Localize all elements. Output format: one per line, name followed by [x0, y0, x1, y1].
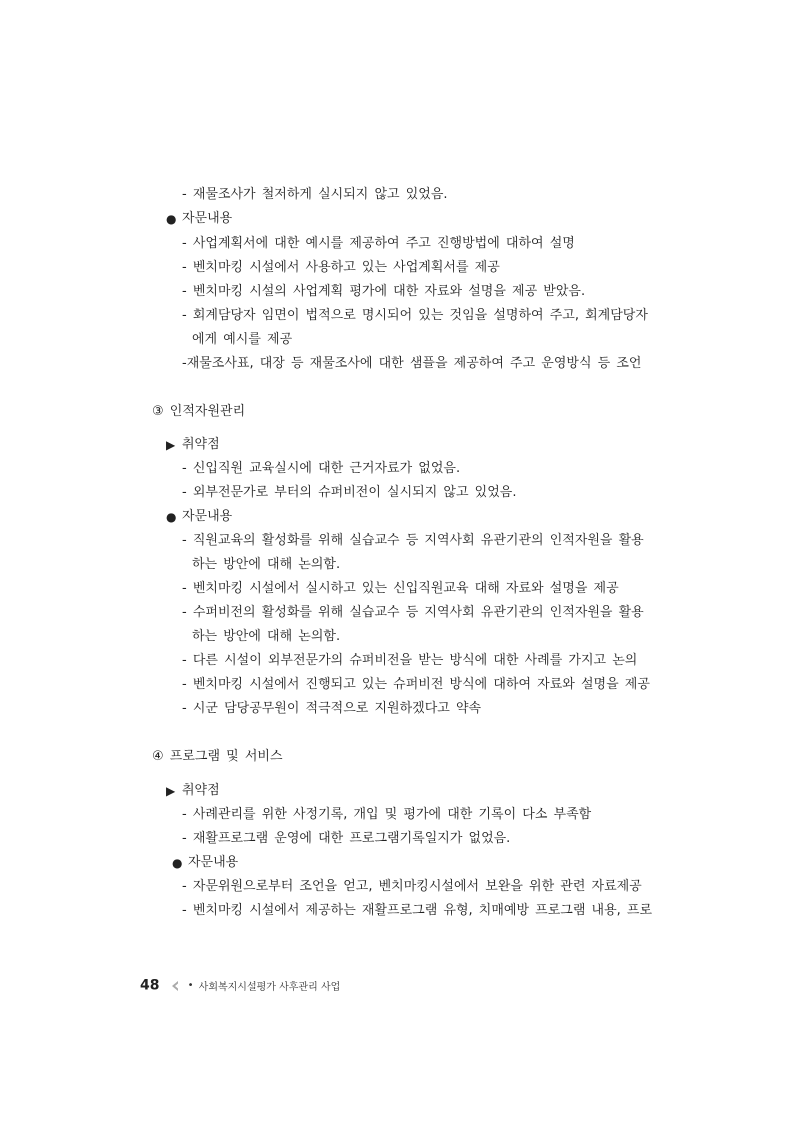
bullet-icon: ●: [166, 510, 177, 524]
triangle-icon: ▶: [166, 784, 176, 798]
text-line: - 사례관리를 위한 사정기록, 개입 및 평가에 대한 기록이 다소 부족함: [182, 807, 592, 822]
text-line: 하는 방안에 대해 논의함.: [192, 557, 341, 572]
text-line: - 재물조사가 철저하게 실시되지 않고 있었음.: [182, 187, 448, 202]
text-line: - 다른 시설이 외부전문가의 슈퍼비전을 받는 방식에 대한 사례를 가지고 논의: [182, 653, 638, 668]
footer-title: 사회복지시설평가 사후관리 사업: [198, 982, 341, 993]
text-line: - 벤치마킹 시설에서 진행되고 있는 슈퍼비전 방식에 대하여 자료와 설명을 제공: [182, 677, 650, 692]
section-heading-hr: ③ 인적자원관리: [152, 404, 246, 419]
page-footer: [140, 975, 340, 993]
text-line: - 외부전문가로 부터의 슈퍼비전이 실시되지 않고 있었음.: [182, 485, 517, 500]
bullet-icon: ●: [166, 212, 177, 226]
bullet-icon: ●: [172, 856, 183, 870]
subheading-advice: 자문내용: [188, 855, 239, 870]
text-line: 하는 방안에 대해 논의함.: [192, 629, 341, 644]
text-line: - 신입직원 교육실시에 대한 근거자료가 없었음.: [182, 461, 461, 476]
text-line: - 사업계획서에 대한 예시를 제공하여 주고 진행방법에 대하여 설명: [182, 236, 575, 251]
triangle-icon: ▶: [166, 438, 176, 452]
text-line: - 직원교육의 활성화를 위해 실습교수 등 지역사회 유관기관의 인적자원을 활용: [182, 533, 644, 548]
text-line: - 수퍼비전의 활성화를 위해 실습교수 등 지역사회 유관기관의 인적자원을 활용: [182, 605, 644, 620]
text-line: 에게 예시를 제공: [192, 332, 293, 347]
footer-dot: •: [187, 980, 194, 991]
text-line: - 재활프로그램 운영에 대한 프로그램기록일지가 없었음.: [182, 831, 511, 846]
subheading-weakness: 취약점: [182, 783, 220, 798]
chevron-left-icon: [169, 980, 181, 992]
text-line: - 벤치마킹 시설의 사업계획 평가에 대한 자료와 설명을 제공 받았음.: [182, 284, 586, 299]
text-line: - 시군 담당공무원이 적극적으로 지원하겠다고 약속: [182, 701, 482, 716]
text-line: - 벤치마킹 시설에서 제공하는 재활프로그램 유형, 치매예방 프로그램 내용, 프로: [182, 903, 653, 918]
page-number: 48: [140, 977, 160, 994]
text-line: - 자문위원으로부터 조언을 얻고, 벤치마킹시설에서 보완을 위한 관련 자료제공: [182, 879, 642, 894]
text-line: - 벤치마킹 시설에서 실시하고 있는 신입직원교육 대해 자료와 설명을 제공: [182, 581, 619, 596]
subheading-weakness: 취약점: [182, 437, 220, 452]
text-line: - 회계담당자 임면이 법적으로 명시되어 있는 것임을 설명하여 주고, 회계담당자: [182, 308, 648, 323]
section-heading-program: ④ 프로그램 및 서비스: [152, 749, 283, 764]
subheading-advice: 자문내용: [182, 509, 233, 524]
text-line: - 벤치마킹 시설에서 사용하고 있는 사업계획서를 제공: [182, 260, 500, 275]
text-line: -재물조사표, 대장 등 재물조사에 대한 샘플을 제공하여 주고 운영방식 등 조언: [182, 356, 642, 371]
subheading-advice: 자문내용: [182, 211, 233, 226]
